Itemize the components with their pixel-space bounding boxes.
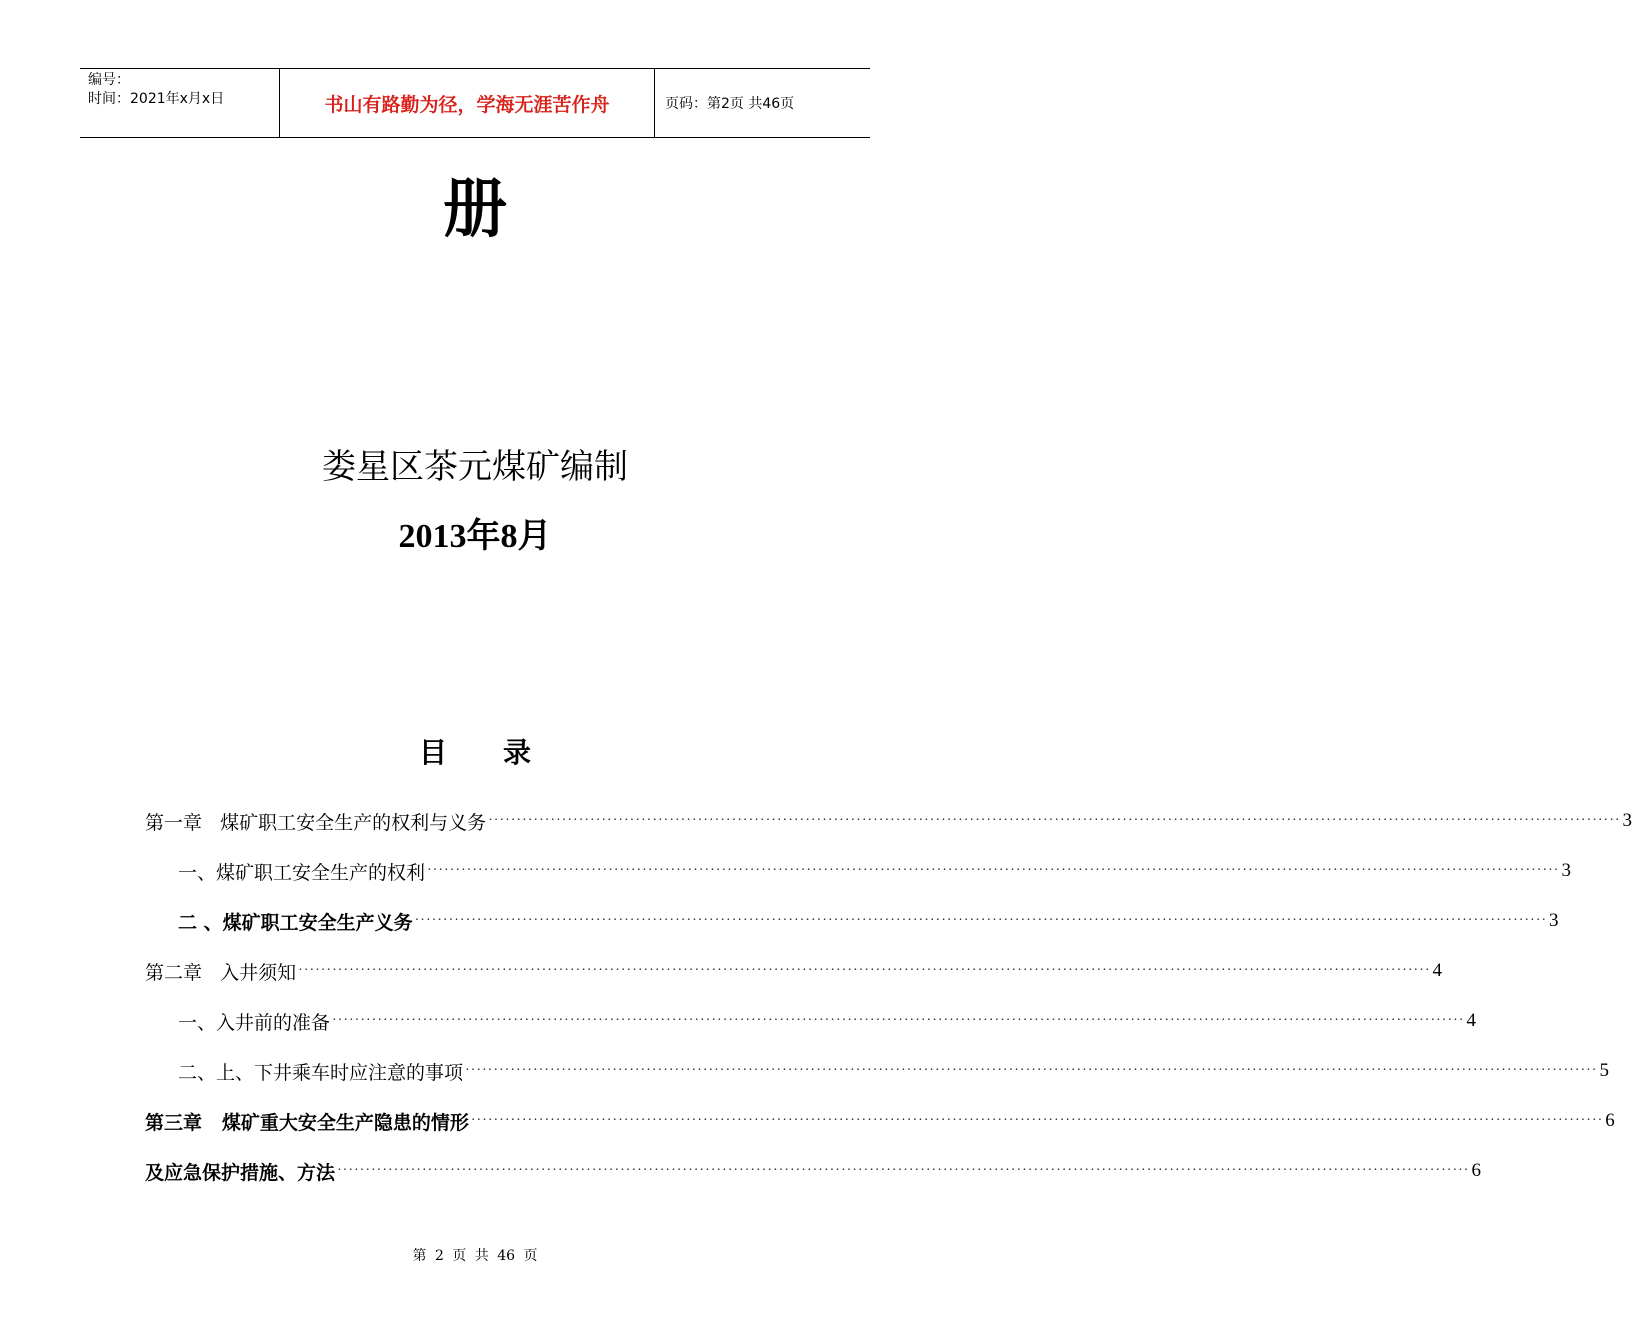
toc-entry-text: 一、煤矿职工安全生产的权利 (178, 861, 426, 884)
header-page-info: 页码：第2页 共46页 (665, 96, 795, 112)
toc-entry-page: 3 (1561, 860, 1571, 881)
toc-entry-page: 3 (1549, 910, 1559, 931)
toc-entry[interactable] (145, 1096, 1615, 1146)
toc-entry-page: 4 (1432, 960, 1443, 981)
toc-leader-dots: ········································································································································································································ (470, 1113, 1604, 1128)
toc-leader-dots: ········································································································································································································ (465, 1063, 1598, 1078)
toc-entry-text: 二 、煤矿职工安全生产义务 (178, 911, 413, 934)
header-motto: 书山有路勤为径，学海无涯苦作舟 (280, 69, 655, 137)
toc-entry-text: 第二章 入井须知 (145, 961, 297, 984)
toc-entry-page: 5 (1599, 1060, 1609, 1081)
header-meta (80, 69, 280, 137)
cover-organization: 娄星区茶元煤矿编制 (322, 447, 628, 487)
document-time-label: 时间：2021年x月x日 (88, 91, 225, 107)
toc-title: 目录 (418, 736, 587, 769)
cover-title-fragment: 册 (443, 172, 507, 247)
toc-entry-page: 4 (1466, 1010, 1476, 1031)
toc-entry-text: 及应急保护措施、方法 (145, 1161, 336, 1184)
toc-entry-text: 一、入井前的准备 (178, 1011, 331, 1034)
toc-leader-dots: ········································································································································································································ (414, 913, 1548, 928)
toc-entry[interactable] (145, 846, 1571, 896)
document-number-label: 编号： (88, 72, 130, 88)
toc-entry-page: 6 (1605, 1110, 1615, 1131)
toc-leader-dots: ········································································································································································································ (337, 1163, 1470, 1178)
table-of-contents (145, 796, 1632, 1196)
document-header (80, 68, 870, 138)
cover-date: 2013年8月 (398, 518, 552, 555)
toc-entry[interactable] (145, 1146, 1481, 1196)
toc-leader-dots: ········································································································································································································ (427, 863, 1560, 878)
toc-entry-page: 6 (1471, 1160, 1481, 1181)
toc-entry-page: 3 (1622, 810, 1632, 831)
toc-leader-dots: ········································································································································································································ (298, 963, 1431, 978)
toc-entry[interactable] (145, 896, 1559, 946)
toc-entry[interactable] (145, 1046, 1609, 1096)
toc-entry-text: 第三章 煤矿重大安全生产隐患的情形 (145, 1111, 469, 1134)
toc-entry[interactable] (145, 946, 1443, 996)
toc-entry-text: 第一章 煤矿职工安全生产的权利与义务 (145, 811, 487, 834)
toc-entry[interactable] (145, 796, 1632, 846)
toc-leader-dots: ········································································································································································································ (332, 1013, 1465, 1028)
toc-leader-dots: ········································································································································································································ (488, 813, 1621, 828)
toc-entry[interactable] (145, 996, 1476, 1046)
page-footer: 第 2 页 共 46 页 (412, 1248, 538, 1264)
toc-entry-text: 二、上、下井乘车时应注意的事项 (178, 1061, 464, 1084)
